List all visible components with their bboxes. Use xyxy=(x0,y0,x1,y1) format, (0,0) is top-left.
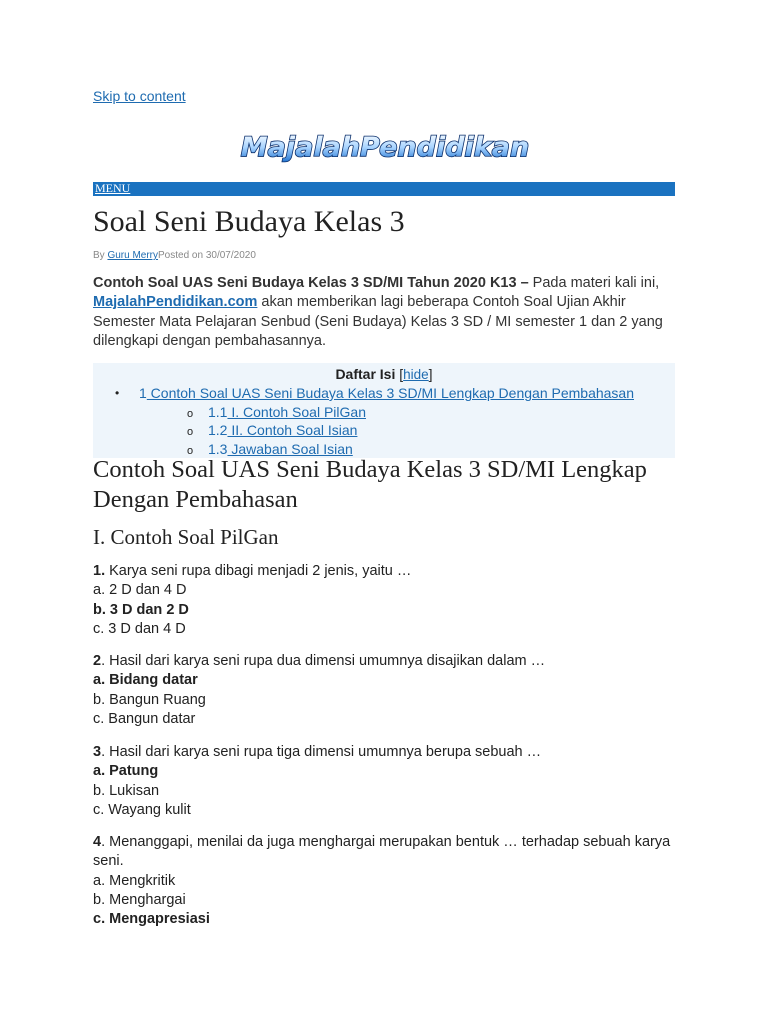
question-number: 2 xyxy=(93,653,102,669)
option-b: b. Bangun Ruang xyxy=(93,691,206,708)
intro-text-1: Pada materi kali ini, xyxy=(528,275,660,291)
menu-bar[interactable] xyxy=(93,182,675,196)
question-body: . Menanggapi, menilai da juga menghargai merupakan bentuk … terhadap sebuah karya seni. xyxy=(93,834,671,870)
toc-bracket-close: ] xyxy=(428,366,433,382)
byline-prefix: By xyxy=(93,250,108,261)
toc-item[interactable] xyxy=(93,421,675,440)
intro-paragraph xyxy=(93,274,678,351)
option-a: a. Mengkritik xyxy=(93,872,176,889)
toc-item-number: 1.1 xyxy=(208,403,228,420)
toc-item[interactable] xyxy=(93,403,675,422)
question-body: Karya seni rupa dibagi menjadi 2 jenis, yaitu … xyxy=(105,563,412,579)
subsection-heading: I. Contoh Soal PilGan xyxy=(93,525,279,549)
intro-bold: Contoh Soal UAS Seni Budaya Kelas 3 SD/MI Tahun 2020 K13 – xyxy=(93,275,529,291)
question-number: 4 xyxy=(93,834,102,850)
question-2 xyxy=(93,652,673,729)
toc-title: Daftar Isi xyxy=(335,366,396,382)
option-c-correct: c. Mengapresiasi xyxy=(93,911,210,928)
author-link[interactable]: Guru Merry xyxy=(107,250,159,261)
toc-item-link[interactable]: II. Contoh Soal Isian xyxy=(227,422,358,439)
question-number: 1. xyxy=(93,563,106,579)
option-b-correct: b. 3 D dan 2 D xyxy=(93,601,189,618)
option-a: a. 2 D dan 4 D xyxy=(93,582,187,599)
menu-toggle[interactable]: MENU xyxy=(95,181,131,195)
toc-item-number: 1 xyxy=(139,385,147,401)
intro-text-2: akan memberikan lagi beberapa Contoh Soal Ujian Akhir Semester Mata Pelajaran Senbud (Seni Budaya) Kelas 3 SD / MI semester 1 dan 2 yang dilengkapi dengan pembahasannya. xyxy=(93,294,663,349)
posted-date: Posted on 30/07/2020 xyxy=(158,250,256,261)
post-title: Soal Seni Budaya Kelas 3 xyxy=(93,205,405,238)
question-text xyxy=(93,563,411,579)
toc-item-number: 1.3 xyxy=(208,441,228,458)
site-logo[interactable] xyxy=(240,124,530,168)
toc-hide-link[interactable]: hide xyxy=(403,367,429,382)
question-text xyxy=(93,834,670,869)
option-a-correct: a. Bidang datar xyxy=(93,672,198,689)
option-c: c. Bangun datar xyxy=(93,710,196,727)
table-of-contents xyxy=(93,363,675,458)
toc-bracket-open: [ xyxy=(395,366,404,382)
question-1 xyxy=(93,562,673,639)
toc-item-link[interactable]: I. Contoh Soal PilGan xyxy=(227,403,366,420)
toc-item[interactable] xyxy=(93,384,675,403)
post-meta xyxy=(93,250,256,261)
option-a-correct: a. Patung xyxy=(93,763,159,780)
option-c: c. 3 D dan 4 D xyxy=(93,620,186,637)
toc-list xyxy=(93,384,675,459)
site-link[interactable]: MajalahPendidikan.com xyxy=(93,294,258,311)
toc-item-link[interactable]: Jawaban Soal Isian xyxy=(227,441,353,458)
question-number: 3 xyxy=(93,744,102,760)
toc-item-number: 1.2 xyxy=(208,422,228,439)
question-3 xyxy=(93,743,673,820)
option-c: c. Wayang kulit xyxy=(93,801,191,818)
toc-item-link[interactable]: Contoh Soal UAS Seni Budaya Kelas 3 SD/MI Lengkap Dengan Pembahasan xyxy=(146,385,634,401)
question-text xyxy=(93,653,545,669)
skip-to-content-link[interactable]: Skip to content xyxy=(93,88,186,104)
logo-text: MajalahPendidikan xyxy=(240,132,530,163)
option-b: b. Menghargai xyxy=(93,891,186,908)
question-body: . Hasil dari karya seni rupa dua dimensi umumnya disajikan dalam … xyxy=(101,653,546,669)
question-text xyxy=(93,744,541,760)
toc-header xyxy=(93,363,675,384)
option-b: b. Lukisan xyxy=(93,782,160,799)
section-heading: Contoh Soal UAS Seni Budaya Kelas 3 SD/MI Lengkap Dengan Pembahasan xyxy=(93,456,647,513)
question-body: . Hasil dari karya seni rupa tiga dimensi umumnya berupa sebuah … xyxy=(101,744,542,760)
question-4 xyxy=(93,833,673,929)
